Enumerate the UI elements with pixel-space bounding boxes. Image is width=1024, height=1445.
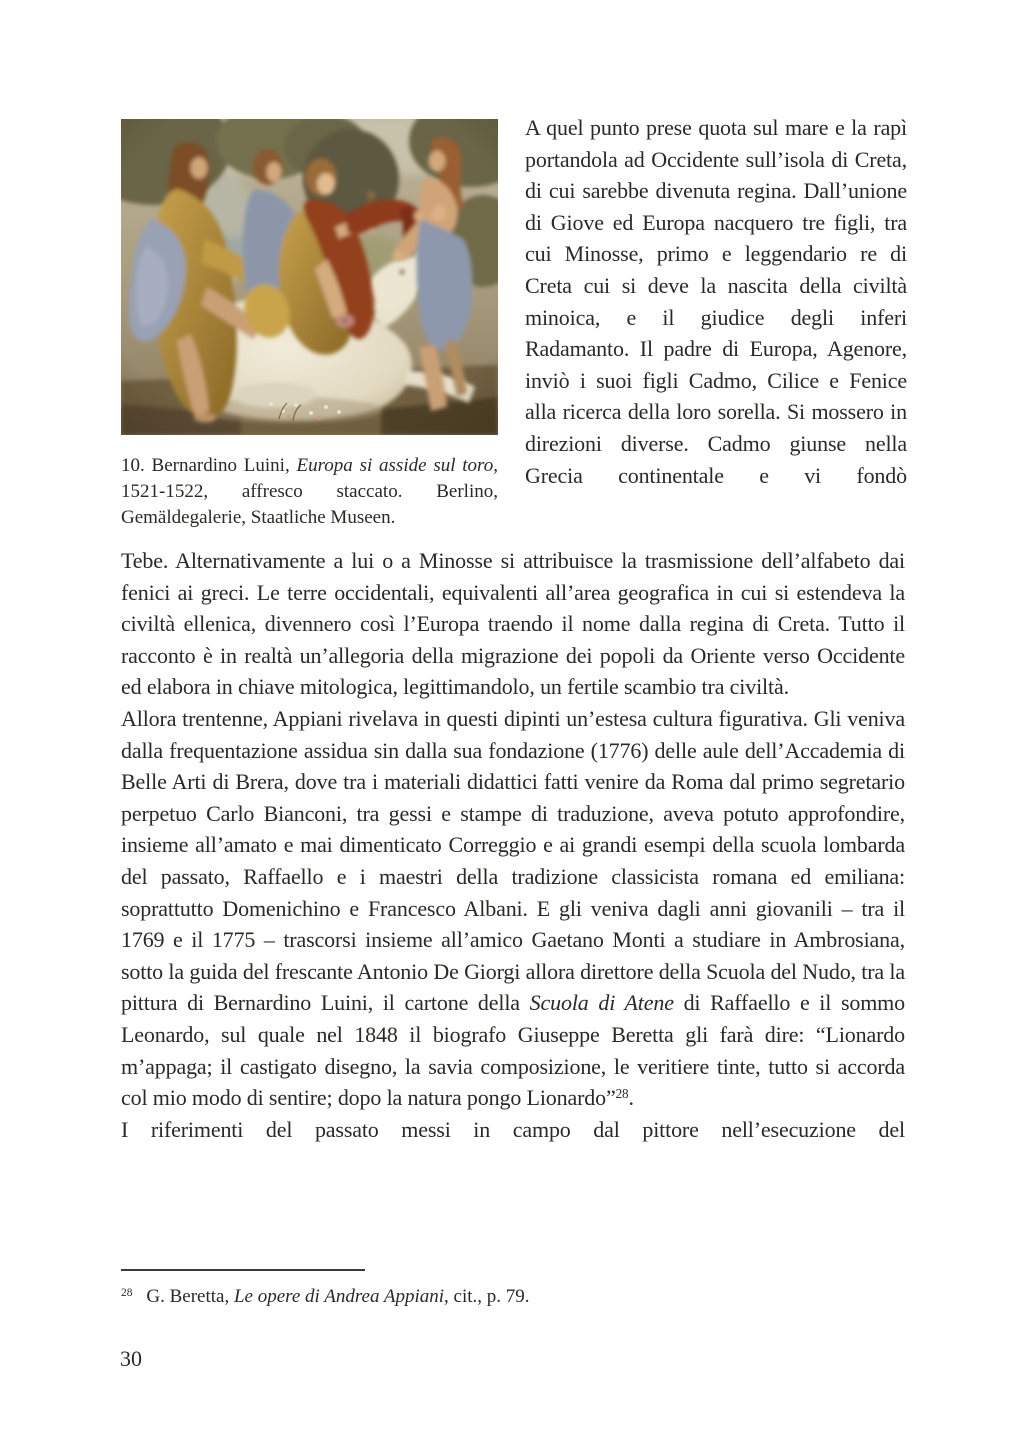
page-number: 30 (120, 1346, 142, 1371)
body-main-text (121, 545, 905, 1145)
painting-canvas (121, 119, 498, 435)
figure-artwork (121, 119, 498, 531)
paragraph-appiani: Allora trentenne, Appiani rivelava in questi dipinti un’estesa cultura figurativa. Gli veniva dalla frequentazione assidua sin dalla sua fondazione (1776) delle aule dell’Accademia di Belle Arti di Brera, dove tra i materiali didattici fatti venire da Roma dal primo segretario perpetuo Carlo Bianconi, tra gessi e stampe di traduzione, aveva potuto approfondire, insieme all’amato e mai dimenticato Correggio e ai grandi esempi della scuola lombarda del passato, Raffaello e i maestri della tradizione classicista romana ed emiliana: soprattutto Domenichino e Francesco Albani. E gli veniva dagli anni giovanili – tra il 1769 e il 1775 – trascorsi insieme all’amico Gaetano Monti a studiare in Ambrosiana, sotto la guida del frescante Antonio De Giorgi allora direttore della Scuola del Nudo, tra la pittura di Bernardino Luini, il cartone della Scuola di Atene di Raffaello e il sommo Leonardo, sul quale nel 1848 il biografo Giuseppe Beretta gli farà dire: “Lionardo m’appaga; il castigato disegno, la savia composizione, le veritiere tinte, tutto si accorda col mio modo di sentire; dopo la natura pongo Lionardo”$^{28}$. (121, 705, 905, 1111)
painting-image (121, 119, 498, 435)
body-opening-paragraph: A quel punto prese quota sul mare e la rapì portandola ad Occidente sull’isola di Creta, di cui sarebbe divenuta regina. Dall’unione di Giove ed Europa nacquero tre figli, tra cui Minosse, primo e leggendario re di Creta cui si deve la nascita della civiltà minoica, e il giudice degli inferi Radamanto. Il padre di Europa, Agenore, inviò i suoi figli Cadmo, Cilice e Fenice alla ricerca della loro sorella. Si mossero in direzioni diverse. Cadmo giunse nella Grecia continentale e vi fondò (525, 115, 907, 488)
paragraph-closing: I riferimenti del passato messi in campo dal pittore nell’esecuzione del (121, 1116, 905, 1142)
figure-caption: 10. Bernardino Luini, Europa si asside sul toro, 1521-1522, affresco staccato. Berlino, Gemäldegalerie, Staatliche Museen. (121, 455, 499, 528)
paragraph-opening-continuation: Tebe. Alternativamente a lui o a Minosse si attribuisce la trasmissione dell’alfabeto dai fenici ai greci. Le terre occidentali, equivalenti all’area geografica in cui si estendeva la civiltà ellenica, divennero così l’Europa traendo il nome dalla regina di Creta. Tutto il racconto è in realtà un’allegoria della migrazione dei popoli da Oriente verso Occidente ed elabora in chiave mitologica, legittimandolo, un fertile scambio tra civiltà. (121, 548, 905, 700)
footnote-divider (121, 1269, 365, 1271)
footnote: $^{28}$ G. Beretta, Le opere di Andrea Appiani, cit., p. 79. (121, 1286, 530, 1307)
